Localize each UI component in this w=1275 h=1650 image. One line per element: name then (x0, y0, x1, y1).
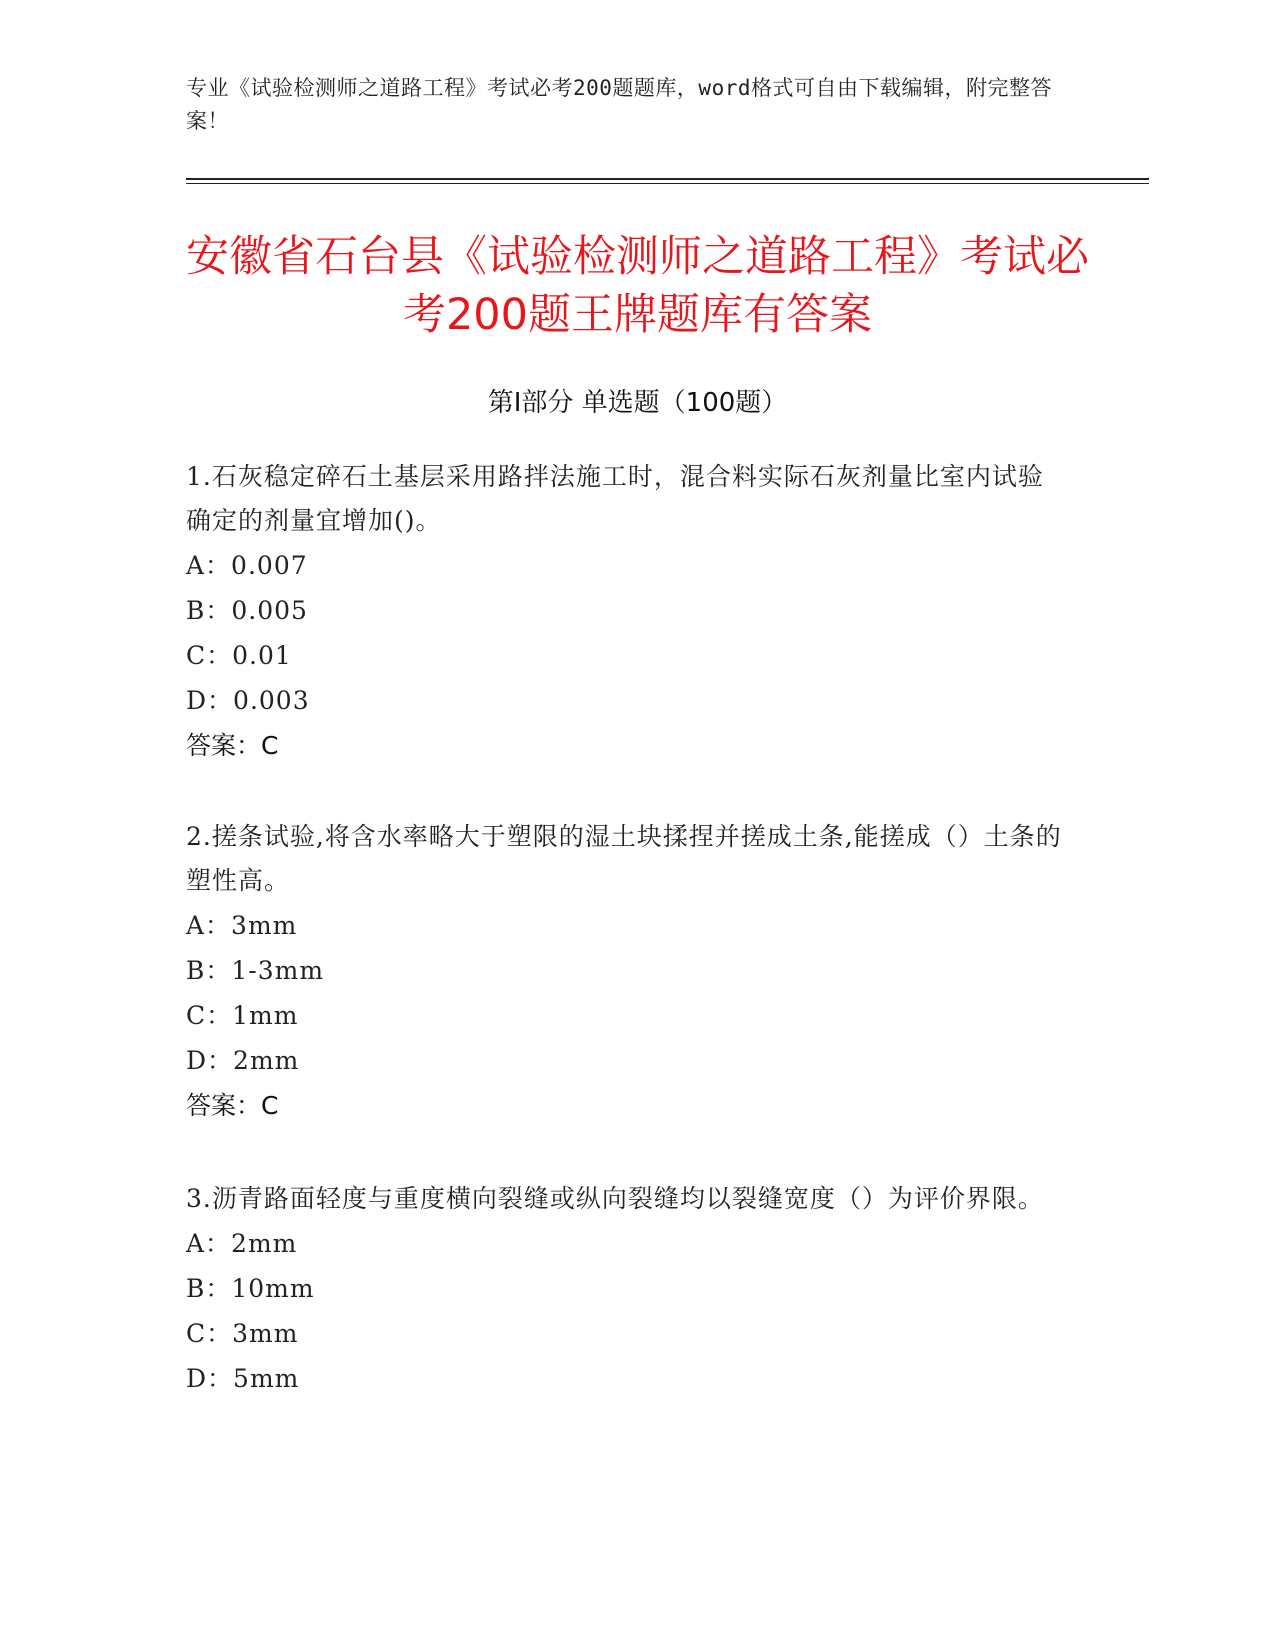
option-c: C：3mm (186, 1319, 299, 1348)
option-a: A：3mm (186, 911, 298, 940)
question-2 (186, 815, 1066, 1128)
document-title: 安徽省石台县《试验检测师之道路工程》考试必考200题王牌题库有答案 (186, 232, 1089, 340)
section-title: 第I部分 单选题（100题） (487, 388, 788, 418)
header-divider-thick (186, 178, 1149, 180)
option-b: B：1-3mm (186, 956, 325, 985)
question-stem: 2.搓条试验,将含水率略大于塑限的湿土块揉捏并搓成土条,能搓成（）土条的塑性高。 (186, 822, 1062, 895)
question-stem: 1.石灰稳定碎石土基层采用路拌法施工时，混合料实际石灰剂量比室内试验确定的剂量宜增加()。 (186, 462, 1044, 535)
question-3 (186, 1177, 1066, 1401)
question-1 (186, 455, 1066, 768)
answer: 答案：C (186, 731, 279, 760)
option-a: A：2mm (186, 1229, 298, 1258)
header-divider-thin (186, 183, 1149, 184)
option-d: D：5mm (186, 1364, 300, 1393)
header-note: 专业《试验检测师之道路工程》考试必考200题题库，word格式可自由下载编辑，附完整答案！ (186, 76, 1052, 133)
option-d: D：2mm (186, 1046, 300, 1075)
question-stem: 3.沥青路面轻度与重度横向裂缝或纵向裂缝均以裂缝宽度（）为评价界限。 (186, 1184, 1044, 1213)
option-d: D：0.003 (186, 686, 310, 715)
option-b: B：0.005 (186, 596, 308, 625)
answer: 答案：C (186, 1091, 279, 1120)
option-a: A：0.007 (186, 551, 308, 580)
option-b: B：10mm (186, 1274, 315, 1303)
option-c: C：0.01 (186, 641, 292, 670)
option-c: C：1mm (186, 1001, 299, 1030)
